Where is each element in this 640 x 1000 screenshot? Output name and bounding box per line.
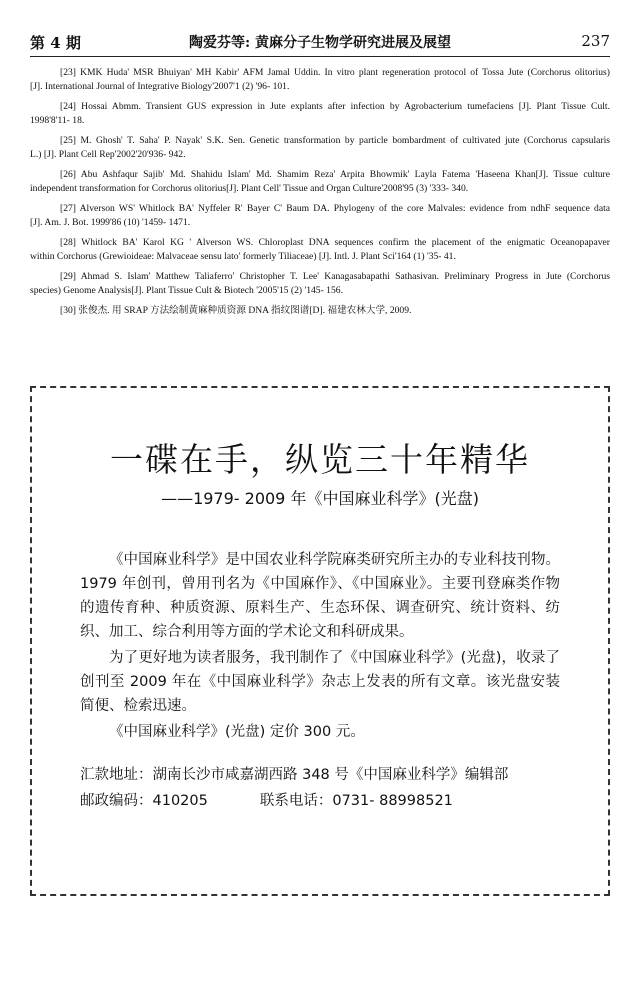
reference-item	[30, 168, 610, 197]
ad-subline: ——1979- 2009 年《中国麻业科学》(光盘)	[161, 489, 479, 508]
contact-info	[80, 762, 560, 814]
reference-line: [J]. International Journal of Integrative Biology'2007'1 (2) '96- 101.	[30, 81, 290, 93]
running-title: 陶爱芬等: 黄麻分子生物学研究进展及展望	[188, 35, 452, 51]
reference-line: [J]. Am. J. Bot. 1999'86 (10) '1459- 1471.	[30, 217, 191, 229]
phone-number: 联系电话：0731- 88998521	[259, 793, 453, 809]
ad-headline: 一碟在手，纵览三十年精华	[110, 440, 530, 479]
ad-paragraph: 为了更好地为读者服务，我刊制作了《中国麻业科学》(光盘)，收录了创刊至 2009 年在《中国麻业科学》杂志上发表的所有文章。该光盘安装简便、检索迅速。	[80, 650, 560, 714]
reference-item	[30, 202, 610, 231]
reference-item	[30, 134, 610, 163]
reference-line: 1998'8'11- 18.	[30, 115, 85, 127]
ad-body	[80, 548, 560, 814]
reference-list	[30, 66, 610, 324]
page-header	[30, 32, 610, 54]
reference-item	[30, 66, 610, 95]
reference-item	[30, 236, 610, 265]
ad-paragraph: 《中国麻业科学》(光盘) 定价 300 元。	[109, 724, 365, 740]
reference-line: within Corchorus (Grewioideae: Malvaceae sensu lato' formerly Tiliaceae) [J]. Intl. J. Plant Sci'164 (1) '35- 41.	[30, 251, 456, 263]
ad-paragraph: 《中国麻业科学》是中国农业科学院麻类研究所主办的专业科技刊物。1979 年创刊，曾用刊名为《中国麻作》、《中国麻业》。主要刊登麻类作物的遗传育种、种质资源、原料生产、生态环保、调查研究、统计资料、纺织、加工、综合利用等方面的学术论文和科研成果。	[80, 552, 560, 640]
reference-line: L.) [J]. Plant Cell Rep'2002'20'936- 942.	[30, 149, 186, 161]
postal-phone-line	[80, 788, 560, 814]
reference-item	[30, 100, 610, 129]
reference-line: [23] KMK Huda' MSR Bhuiyan' MH Kabir' AFM Jamal Uddin. In vitro plant regeneration protocol of Tossa Jute (Corchorus olitorius)	[60, 67, 610, 78]
reference-item	[30, 304, 610, 318]
page-number: 237	[581, 32, 610, 50]
remit-address: 汇款地址：湖南长沙市咸嘉湖西路 348 号《中国麻业科学》编辑部	[80, 767, 509, 783]
reference-line: [25] M. Ghosh' T. Saha' P. Nayak' S.K. Sen. Genetic transformation by particle bombardment of cultivated jute (Corchorus capsularis	[60, 135, 610, 146]
reference-line: [28] Whitlock BA' Karol KG ' Alverson WS. Chloroplast DNA sequences confirm the placement of the enigmatic Oceanopapaver	[60, 237, 610, 248]
reference-item	[30, 270, 610, 299]
reference-line: [30] 张俊杰. 用 SRAP 方法绘制黄麻种质资源 DNA 指纹图谱[D]. 福建农林大学, 2009.	[60, 305, 412, 316]
reference-line: [29] Ahmad S. Islam' Matthew Taliaferro' Christopher T. Lee' Kanagasabapathi Sathasivan. Preliminary Progress in Jute (Corchorus	[60, 271, 610, 282]
postal-code: 邮政编码：410205	[80, 793, 208, 809]
issue-number: 第 4 期	[30, 34, 81, 52]
reference-line: species) Genome Analysis[J]. Plant Tissue Cult & Biotech '2005'15 (2) '145- 156.	[30, 285, 343, 297]
reference-line: [27] Alverson WS' Whitlock BA' Nyffeler R' Bayer C' Baum DA. Phylogeny of the core Malvales: evidence from ndhF sequence data	[60, 203, 610, 214]
advertisement-box	[30, 386, 610, 896]
reference-line: independent transformation for Corchorus olitorius[J]. Plant Cell' Tissue and Organ Culture'2008'95 (3) '333- 340.	[30, 183, 469, 195]
header-rule	[30, 56, 610, 57]
reference-line: [26] Abu Ashfaqur Sajib' Md. Shahidu Islam' Md. Shamim Reza' Arpita Bhowmik' Layla Fatema 'Haseena Khan[J]. Tissue culture	[60, 169, 610, 180]
reference-line: [24] Hossai Abmm. Transient GUS expression in Jute explants after infection by Agrobacterium tumefaciens [J]. Plant Tissue Cult.	[60, 101, 610, 112]
